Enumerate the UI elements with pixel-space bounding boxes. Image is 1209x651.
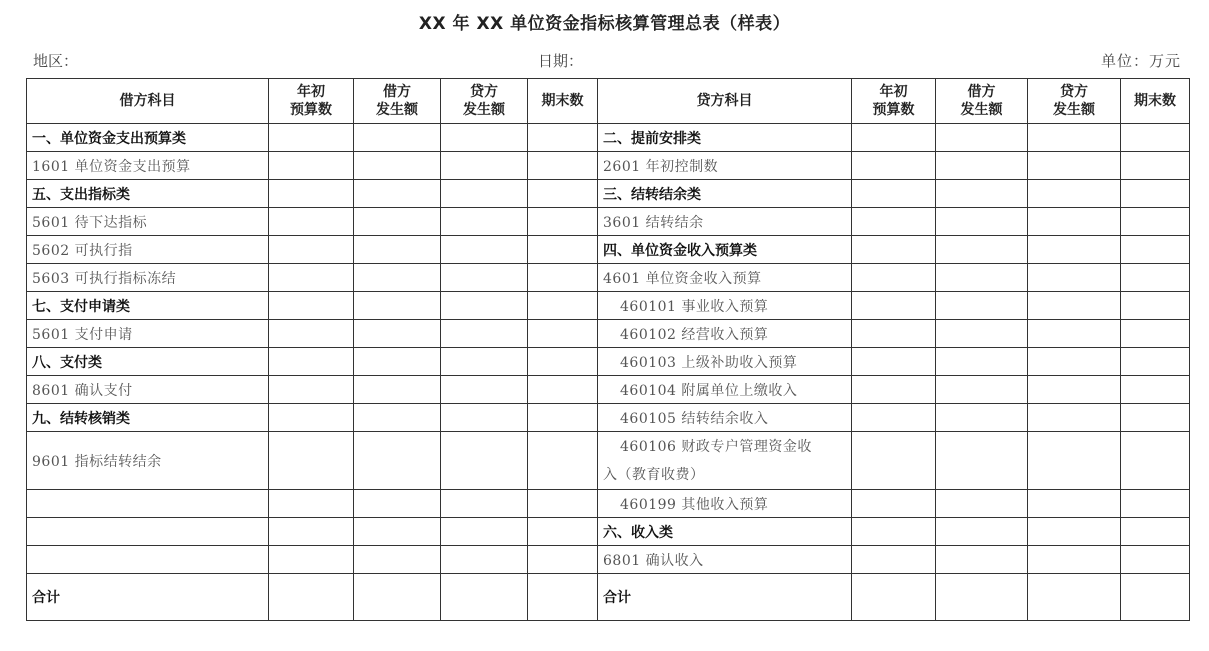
value-cell[interactable] xyxy=(1028,518,1121,546)
debit-subject-cell: 九、结转核销类 xyxy=(27,404,269,432)
value-cell[interactable] xyxy=(269,574,354,621)
value-cell[interactable] xyxy=(1028,404,1121,432)
value-cell[interactable] xyxy=(1028,180,1121,208)
value-cell[interactable] xyxy=(936,264,1028,292)
value-cell[interactable] xyxy=(528,264,598,292)
page-title: XX 年 XX 单位资金指标核算管理总表（样表） xyxy=(418,14,791,34)
table-row xyxy=(27,490,1190,518)
value-cell[interactable] xyxy=(1121,518,1190,546)
header-debit-subject: 借方科目 xyxy=(27,79,269,124)
value-cell[interactable] xyxy=(936,292,1028,320)
value-cell[interactable] xyxy=(528,180,598,208)
table-row xyxy=(27,180,1190,208)
value-cell[interactable] xyxy=(936,348,1028,376)
value-cell[interactable] xyxy=(852,546,936,574)
value-cell[interactable] xyxy=(936,124,1028,152)
value-cell[interactable] xyxy=(528,124,598,152)
value-cell[interactable] xyxy=(528,518,598,546)
value-cell[interactable] xyxy=(1028,574,1121,621)
table-row xyxy=(27,348,1190,376)
credit-subject-cell: 460103 上级补助收入预算 xyxy=(598,348,852,376)
credit-subject-cell: 460102 经营收入预算 xyxy=(598,320,852,348)
value-cell[interactable] xyxy=(1121,208,1190,236)
value-cell[interactable] xyxy=(936,236,1028,264)
credit-subject-cell: 460106 财政专户管理资金收 入（教育收费） xyxy=(598,432,852,490)
value-cell[interactable] xyxy=(1121,490,1190,518)
value-cell[interactable] xyxy=(528,320,598,348)
value-cell[interactable] xyxy=(1028,124,1121,152)
header-debit-amount: 借方 发生额 xyxy=(354,79,441,124)
value-cell[interactable] xyxy=(1121,264,1190,292)
region-label: 地区： xyxy=(33,52,79,70)
credit-subject-cell: 460104 附属单位上缴收入 xyxy=(598,376,852,404)
table-row xyxy=(27,124,1190,152)
value-cell[interactable] xyxy=(1121,348,1190,376)
value-cell[interactable] xyxy=(1028,208,1121,236)
debit-subject-cell xyxy=(27,518,269,546)
value-cell[interactable] xyxy=(936,518,1028,546)
credit-subject-cell: 三、结转结余类 xyxy=(598,180,852,208)
table-row xyxy=(27,208,1190,236)
credit-subject-cell: 460199 其他收入预算 xyxy=(598,490,852,518)
value-cell[interactable] xyxy=(1121,320,1190,348)
value-cell[interactable] xyxy=(354,208,441,236)
value-cell[interactable] xyxy=(269,348,354,376)
header-row xyxy=(27,79,1190,124)
value-cell[interactable] xyxy=(1121,124,1190,152)
value-cell[interactable] xyxy=(1028,264,1121,292)
value-cell[interactable] xyxy=(1028,546,1121,574)
table-row xyxy=(27,320,1190,348)
value-cell[interactable] xyxy=(852,490,936,518)
value-cell[interactable] xyxy=(528,432,598,490)
value-cell[interactable] xyxy=(354,236,441,264)
debit-subject-cell: 八、支付类 xyxy=(27,348,269,376)
table-row xyxy=(27,404,1190,432)
value-cell[interactable] xyxy=(1121,152,1190,180)
value-cell[interactable] xyxy=(354,376,441,404)
value-cell[interactable] xyxy=(936,404,1028,432)
value-cell[interactable] xyxy=(441,264,528,292)
value-cell[interactable] xyxy=(354,320,441,348)
credit-subject-cell: 460105 结转结余收入 xyxy=(598,404,852,432)
value-cell[interactable] xyxy=(441,180,528,208)
value-cell[interactable] xyxy=(1121,432,1190,490)
value-cell[interactable] xyxy=(354,404,441,432)
value-cell[interactable] xyxy=(1028,376,1121,404)
value-cell[interactable] xyxy=(1121,292,1190,320)
debit-subject-cell: 5602 可执行指 xyxy=(27,236,269,264)
value-cell[interactable] xyxy=(1121,376,1190,404)
summary-table xyxy=(26,78,1190,621)
credit-subject-cell: 6801 确认收入 xyxy=(598,546,852,574)
value-cell[interactable] xyxy=(528,546,598,574)
total-label-right: 合计 xyxy=(598,574,852,621)
value-cell[interactable] xyxy=(528,376,598,404)
value-cell[interactable] xyxy=(354,574,441,621)
value-cell[interactable] xyxy=(441,208,528,236)
value-cell[interactable] xyxy=(354,264,441,292)
value-cell[interactable] xyxy=(269,152,354,180)
debit-subject-cell: 五、支出指标类 xyxy=(27,180,269,208)
value-cell[interactable] xyxy=(1028,432,1121,490)
value-cell[interactable] xyxy=(354,292,441,320)
value-cell[interactable] xyxy=(1028,320,1121,348)
header-end-amount: 期末数 xyxy=(1121,79,1190,124)
value-cell[interactable] xyxy=(269,180,354,208)
credit-subject-cell: 3601 结转结余 xyxy=(598,208,852,236)
table-row xyxy=(27,292,1190,320)
value-cell[interactable] xyxy=(936,376,1028,404)
value-cell[interactable] xyxy=(354,432,441,490)
debit-subject-cell: 1601 单位资金支出预算 xyxy=(27,152,269,180)
value-cell[interactable] xyxy=(528,208,598,236)
value-cell[interactable] xyxy=(936,432,1028,490)
value-cell[interactable] xyxy=(441,546,528,574)
value-cell[interactable] xyxy=(852,152,936,180)
value-cell[interactable] xyxy=(852,320,936,348)
value-cell[interactable] xyxy=(1121,404,1190,432)
value-cell[interactable] xyxy=(1028,490,1121,518)
value-cell[interactable] xyxy=(269,264,354,292)
value-cell[interactable] xyxy=(441,124,528,152)
value-cell[interactable] xyxy=(852,348,936,376)
value-cell[interactable] xyxy=(936,152,1028,180)
value-cell[interactable] xyxy=(441,348,528,376)
value-cell[interactable] xyxy=(852,432,936,490)
value-cell[interactable] xyxy=(269,518,354,546)
debit-subject-cell xyxy=(27,546,269,574)
value-cell[interactable] xyxy=(852,264,936,292)
credit-subject-cell: 四、单位资金收入预算类 xyxy=(598,236,852,264)
value-cell[interactable] xyxy=(528,292,598,320)
value-cell[interactable] xyxy=(1121,180,1190,208)
value-cell[interactable] xyxy=(269,236,354,264)
value-cell[interactable] xyxy=(441,320,528,348)
credit-subject-cell: 4601 单位资金收入预算 xyxy=(598,264,852,292)
value-cell[interactable] xyxy=(936,546,1028,574)
value-cell[interactable] xyxy=(852,124,936,152)
value-cell[interactable] xyxy=(1121,574,1190,621)
value-cell[interactable] xyxy=(852,208,936,236)
value-cell[interactable] xyxy=(354,490,441,518)
value-cell[interactable] xyxy=(269,404,354,432)
value-cell[interactable] xyxy=(441,574,528,621)
value-cell[interactable] xyxy=(354,518,441,546)
header-end-amount: 期末数 xyxy=(528,79,598,124)
value-cell[interactable] xyxy=(528,404,598,432)
debit-subject-cell: 5603 可执行指标冻结 xyxy=(27,264,269,292)
debit-subject-cell: 5601 支付申请 xyxy=(27,320,269,348)
debit-subject-cell: 8601 确认支付 xyxy=(27,376,269,404)
value-cell[interactable] xyxy=(528,348,598,376)
value-cell[interactable] xyxy=(936,320,1028,348)
value-cell[interactable] xyxy=(1121,236,1190,264)
value-cell[interactable] xyxy=(269,124,354,152)
debit-subject-cell xyxy=(27,490,269,518)
value-cell[interactable] xyxy=(269,292,354,320)
credit-subject-cell: 二、提前安排类 xyxy=(598,124,852,152)
value-cell[interactable] xyxy=(936,574,1028,621)
debit-subject-cell: 9601 指标结转结余 xyxy=(27,432,269,490)
value-cell[interactable] xyxy=(354,546,441,574)
value-cell[interactable] xyxy=(852,292,936,320)
table-row xyxy=(27,236,1190,264)
credit-subject-cell: 460101 事业收入预算 xyxy=(598,292,852,320)
table-row xyxy=(27,518,1190,546)
credit-subject-cell: 六、收入类 xyxy=(598,518,852,546)
value-cell[interactable] xyxy=(852,376,936,404)
debit-subject-cell: 七、支付申请类 xyxy=(27,292,269,320)
value-cell[interactable] xyxy=(269,320,354,348)
value-cell[interactable] xyxy=(441,432,528,490)
table-row xyxy=(27,264,1190,292)
value-cell[interactable] xyxy=(528,490,598,518)
value-cell[interactable] xyxy=(441,292,528,320)
value-cell[interactable] xyxy=(936,180,1028,208)
table-row xyxy=(27,432,1190,490)
debit-subject-cell: 5601 待下达指标 xyxy=(27,208,269,236)
value-cell[interactable] xyxy=(441,404,528,432)
table-row xyxy=(27,376,1190,404)
date-label: 日期： xyxy=(538,52,584,70)
value-cell[interactable] xyxy=(441,152,528,180)
value-cell[interactable] xyxy=(441,490,528,518)
table-row xyxy=(27,152,1190,180)
value-cell[interactable] xyxy=(936,208,1028,236)
header-credit-amount: 贷方 发生额 xyxy=(1028,79,1121,124)
value-cell[interactable] xyxy=(354,180,441,208)
header-credit-amount: 贷方 发生额 xyxy=(441,79,528,124)
value-cell[interactable] xyxy=(1028,236,1121,264)
header-begin-budget: 年初 预算数 xyxy=(269,79,354,124)
value-cell[interactable] xyxy=(354,152,441,180)
value-cell[interactable] xyxy=(852,574,936,621)
total-row xyxy=(27,574,1190,621)
header-begin-budget: 年初 预算数 xyxy=(852,79,936,124)
value-cell[interactable] xyxy=(852,236,936,264)
value-cell[interactable] xyxy=(528,574,598,621)
value-cell[interactable] xyxy=(441,376,528,404)
value-cell[interactable] xyxy=(354,124,441,152)
total-label-left: 合计 xyxy=(27,574,269,621)
value-cell[interactable] xyxy=(354,348,441,376)
value-cell[interactable] xyxy=(441,236,528,264)
value-cell[interactable] xyxy=(528,152,598,180)
table-row xyxy=(27,546,1190,574)
debit-subject-cell: 一、单位资金支出预算类 xyxy=(27,124,269,152)
value-cell[interactable] xyxy=(852,404,936,432)
credit-subject-cell: 2601 年初控制数 xyxy=(598,152,852,180)
value-cell[interactable] xyxy=(852,180,936,208)
value-cell[interactable] xyxy=(269,208,354,236)
value-cell[interactable] xyxy=(269,432,354,490)
value-cell[interactable] xyxy=(1121,546,1190,574)
value-cell[interactable] xyxy=(269,546,354,574)
value-cell[interactable] xyxy=(852,518,936,546)
value-cell[interactable] xyxy=(269,376,354,404)
value-cell[interactable] xyxy=(528,236,598,264)
value-cell[interactable] xyxy=(1028,348,1121,376)
header-credit-subject: 贷方科目 xyxy=(598,79,852,124)
unit-label: 单位：万元 xyxy=(1100,52,1181,70)
value-cell[interactable] xyxy=(269,490,354,518)
value-cell[interactable] xyxy=(936,490,1028,518)
value-cell[interactable] xyxy=(441,518,528,546)
value-cell[interactable] xyxy=(1028,292,1121,320)
value-cell[interactable] xyxy=(1028,152,1121,180)
header-debit-amount: 借方 发生额 xyxy=(936,79,1028,124)
